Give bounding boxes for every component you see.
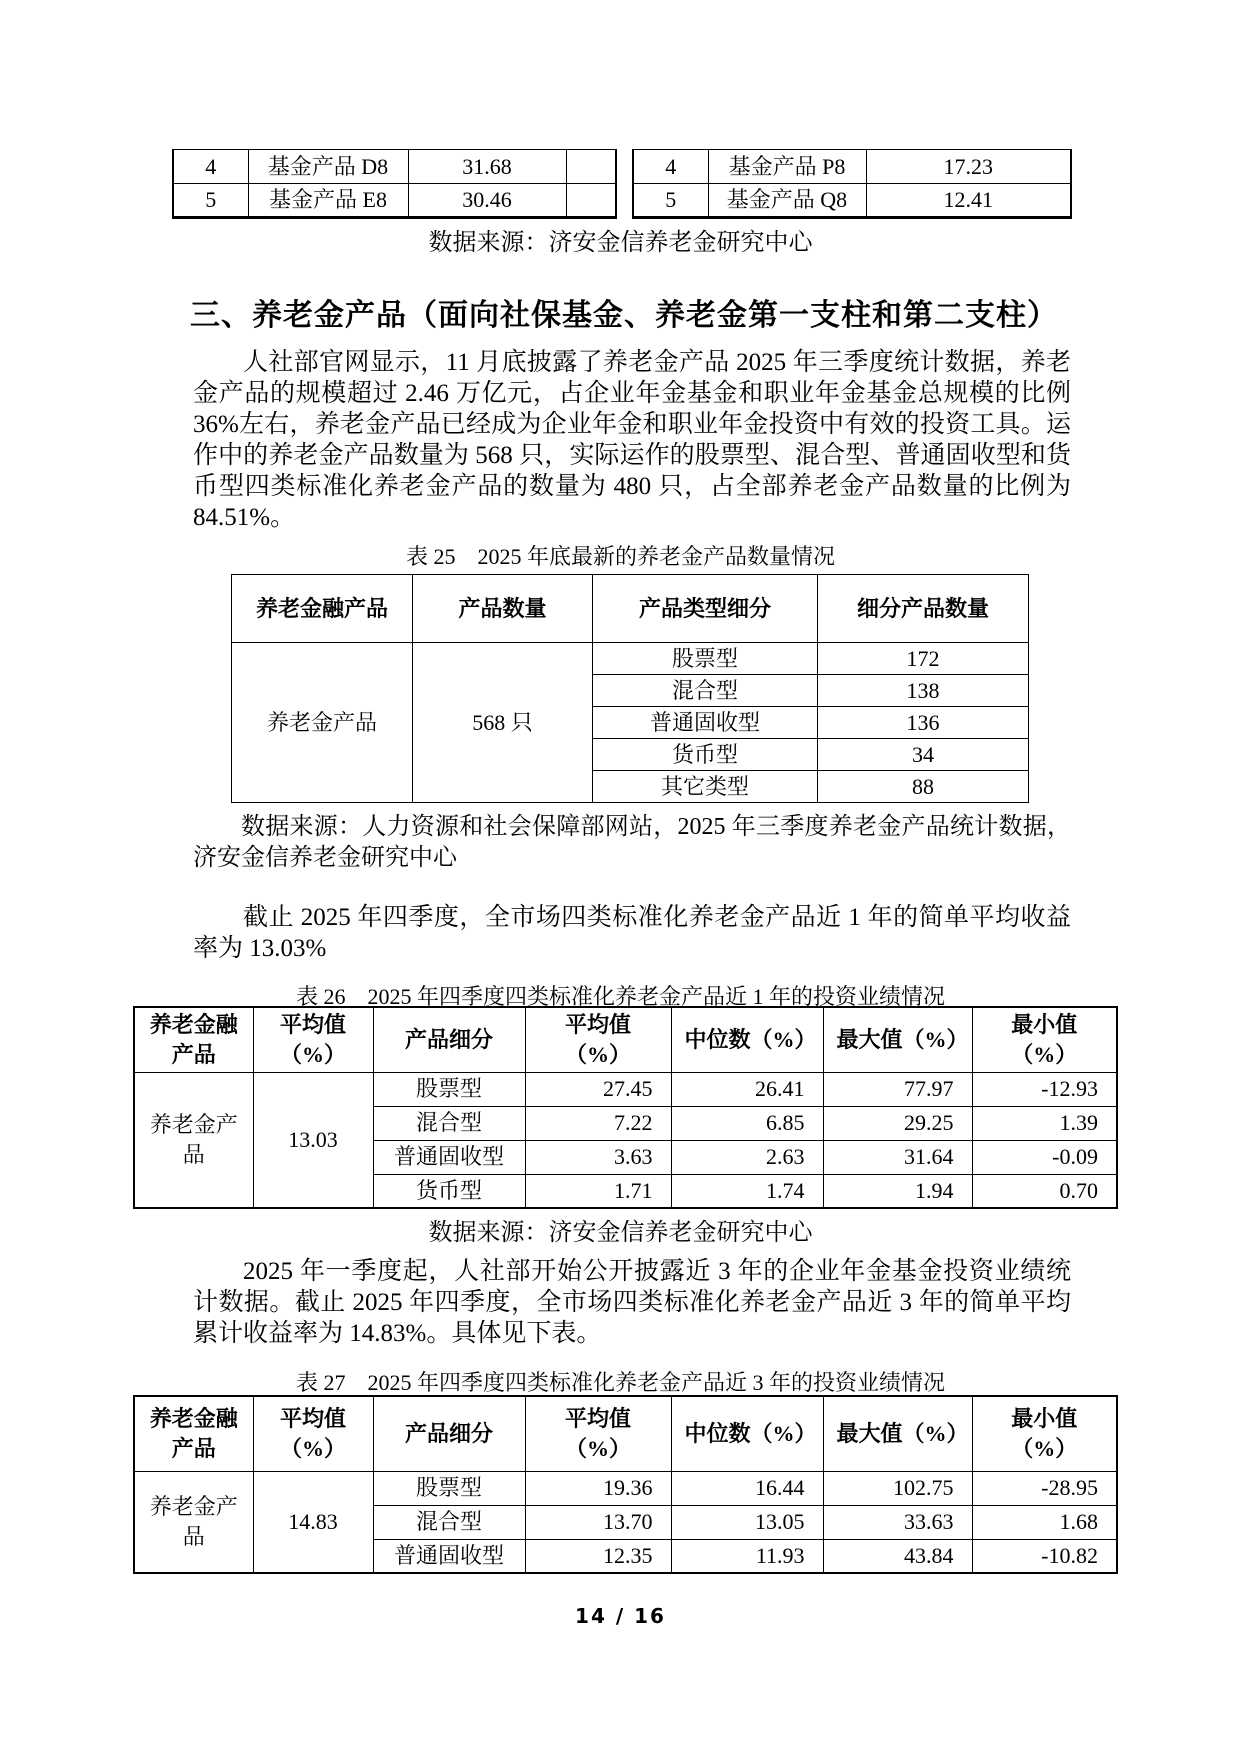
- type-cell: 混合型: [593, 675, 818, 707]
- min-cell: -28.95: [972, 1471, 1117, 1505]
- header-cell: 最小值（%）: [972, 1396, 1117, 1471]
- header-cell: 最小值（%）: [972, 1007, 1117, 1072]
- type-count-cell: 88: [818, 771, 1029, 803]
- table-27-caption: 表 27 2025 年四季度四类标准化养老金产品近 3 年的投资业绩情况: [295, 1370, 945, 1395]
- header-cell: 平均值（%）: [253, 1007, 373, 1072]
- header-cell: 养老金融产品: [232, 575, 413, 643]
- type-count-cell: 138: [818, 675, 1029, 707]
- table-25-product-counts: [231, 574, 1029, 803]
- header-cell: 产品细分: [373, 1396, 525, 1471]
- product-cell: 养老金产品: [134, 1072, 253, 1208]
- type-cell: 货币型: [373, 1174, 525, 1208]
- type-cell: 普通固收型: [593, 707, 818, 739]
- table-row: [232, 643, 1029, 675]
- fund-value-cell: 31.68: [408, 150, 566, 184]
- avg-cell: 7.22: [525, 1106, 671, 1140]
- header-cell: 细分产品数量: [818, 575, 1029, 643]
- product-cell: 养老金产品: [134, 1471, 253, 1573]
- table-25-caption: 表 25 2025 年底最新的养老金产品数量情况: [405, 544, 835, 569]
- table-row: [173, 150, 616, 184]
- paragraph-1yr-return: 截止 2025 年四季度，全市场四类标准化养老金产品近 1 年的简单平均收益率为 13.03%: [193, 904, 1071, 962]
- paragraph-overview: 人社部官网显示，11 月底披露了养老金产品 2025 年三季度统计数据，养老金产品的规模超过 2.46 万亿元，占企业年金基金和职业年金基金总规模的比例 36%左右，养老金产品已经成为企业年金和职业年金投资中有效的投资工具。运作中的养老金产品数量为 568 只，实际运作的股票型、混合型、普通固收型和货币型四类标准化养老金产品的数量为 480 只，占全部养老金产品数量的比例为 84.51%。: [193, 349, 1071, 531]
- max-cell: 31.64: [823, 1140, 972, 1174]
- table-26-1yr-performance: [133, 1006, 1118, 1209]
- avg-cell: 12.35: [525, 1539, 671, 1573]
- data-source-note: 数据来源：济安金信养老金研究中心: [428, 230, 813, 256]
- median-cell: 11.93: [671, 1539, 823, 1573]
- median-cell: 2.63: [671, 1140, 823, 1174]
- type-cell: 普通固收型: [373, 1140, 525, 1174]
- type-cell: 股票型: [373, 1471, 525, 1505]
- empty-cell: [566, 184, 616, 218]
- avg-cell: 27.45: [525, 1072, 671, 1106]
- avg-cell: 1.71: [525, 1174, 671, 1208]
- max-cell: 29.25: [823, 1106, 972, 1140]
- type-cell: 股票型: [373, 1072, 525, 1106]
- avg-cell: 19.36: [525, 1471, 671, 1505]
- type-cell: 货币型: [593, 739, 818, 771]
- rank-cell: 4: [633, 150, 708, 184]
- fund-value-cell: 12.41: [866, 184, 1071, 218]
- header-cell: 中位数（%）: [671, 1007, 823, 1072]
- type-count-cell: 34: [818, 739, 1029, 771]
- header-cell: 产品数量: [413, 575, 593, 643]
- header-cell: 平均值（%）: [525, 1007, 671, 1072]
- min-cell: -0.09: [972, 1140, 1117, 1174]
- fund-name-cell: 基金产品 Q8: [708, 184, 866, 218]
- min-cell: -12.93: [972, 1072, 1117, 1106]
- average-cell: 14.83: [253, 1471, 373, 1573]
- median-cell: 26.41: [671, 1072, 823, 1106]
- table-row: [633, 184, 1071, 218]
- max-cell: 43.84: [823, 1539, 972, 1573]
- avg-cell: 13.70: [525, 1505, 671, 1539]
- table-row: [633, 150, 1071, 184]
- table-row: [134, 1072, 1117, 1106]
- fund-name-cell: 基金产品 E8: [248, 184, 408, 218]
- max-cell: 102.75: [823, 1471, 972, 1505]
- fund-value-cell: 30.46: [408, 184, 566, 218]
- header-cell: 中位数（%）: [671, 1396, 823, 1471]
- header-cell: 养老金融产品: [134, 1007, 253, 1072]
- table-row: [173, 184, 616, 218]
- type-cell: 混合型: [373, 1106, 525, 1140]
- header-cell: 产品细分: [373, 1007, 525, 1072]
- type-cell: 其它类型: [593, 771, 818, 803]
- header-cell: 平均值（%）: [253, 1396, 373, 1471]
- header-cell: 养老金融产品: [134, 1396, 253, 1471]
- fund-ranking-table-right: [632, 149, 1072, 219]
- table-header-row: [134, 1007, 1117, 1072]
- fund-value-cell: 17.23: [866, 150, 1071, 184]
- table-header-row: [232, 575, 1029, 643]
- count-cell: 568 只: [413, 643, 593, 803]
- min-cell: 1.39: [972, 1106, 1117, 1140]
- fund-name-cell: 基金产品 D8: [248, 150, 408, 184]
- fund-ranking-table-left: [172, 149, 617, 219]
- rank-cell: 4: [173, 150, 248, 184]
- type-cell: 普通固收型: [373, 1539, 525, 1573]
- min-cell: 0.70: [972, 1174, 1117, 1208]
- max-cell: 1.94: [823, 1174, 972, 1208]
- fund-name-cell: 基金产品 P8: [708, 150, 866, 184]
- rank-cell: 5: [173, 184, 248, 218]
- header-cell: 最大值（%）: [823, 1396, 972, 1471]
- table-header-row: [134, 1396, 1117, 1471]
- avg-cell: 3.63: [525, 1140, 671, 1174]
- paragraph-3yr-return: 2025 年一季度起，人社部开始公开披露近 3 年的企业年金基金投资业绩统计数据。截止 2025 年四季度，全市场四类标准化养老金产品近 3 年的简单平均累计收益率为 14.83%。具体见下表。: [193, 1258, 1071, 1347]
- max-cell: 33.63: [823, 1505, 972, 1539]
- section-heading: 三、养老金产品（面向社保基金、养老金第一支柱和第二支柱）: [190, 299, 1058, 332]
- median-cell: 13.05: [671, 1505, 823, 1539]
- median-cell: 1.74: [671, 1174, 823, 1208]
- min-cell: 1.68: [972, 1505, 1117, 1539]
- rank-cell: 5: [633, 184, 708, 218]
- header-cell: 最大值（%）: [823, 1007, 972, 1072]
- header-cell: 产品类型细分: [593, 575, 818, 643]
- average-cell: 13.03: [253, 1072, 373, 1208]
- table-26-caption: 表 26 2025 年四季度四类标准化养老金产品近 1 年的投资业绩情况: [295, 984, 945, 1009]
- data-source-note: 数据来源：济安金信养老金研究中心: [428, 1220, 813, 1246]
- table-27-3yr-performance: [133, 1395, 1118, 1574]
- type-cell: 股票型: [593, 643, 818, 675]
- median-cell: 16.44: [671, 1471, 823, 1505]
- type-cell: 混合型: [373, 1505, 525, 1539]
- table-row: [134, 1471, 1117, 1505]
- empty-cell: [566, 150, 616, 184]
- header-cell: 平均值（%）: [525, 1396, 671, 1471]
- type-count-cell: 172: [818, 643, 1029, 675]
- type-count-cell: 136: [818, 707, 1029, 739]
- page-number: 14 / 16: [575, 1604, 666, 1628]
- median-cell: 6.85: [671, 1106, 823, 1140]
- min-cell: -10.82: [972, 1539, 1117, 1573]
- max-cell: 77.97: [823, 1072, 972, 1106]
- product-cell: 养老金产品: [232, 643, 413, 803]
- data-source-note: 数据来源：人力资源和社会保障部网站，2025 年三季度养老金产品统计数据，济安金信养老金研究中心: [193, 814, 1071, 871]
